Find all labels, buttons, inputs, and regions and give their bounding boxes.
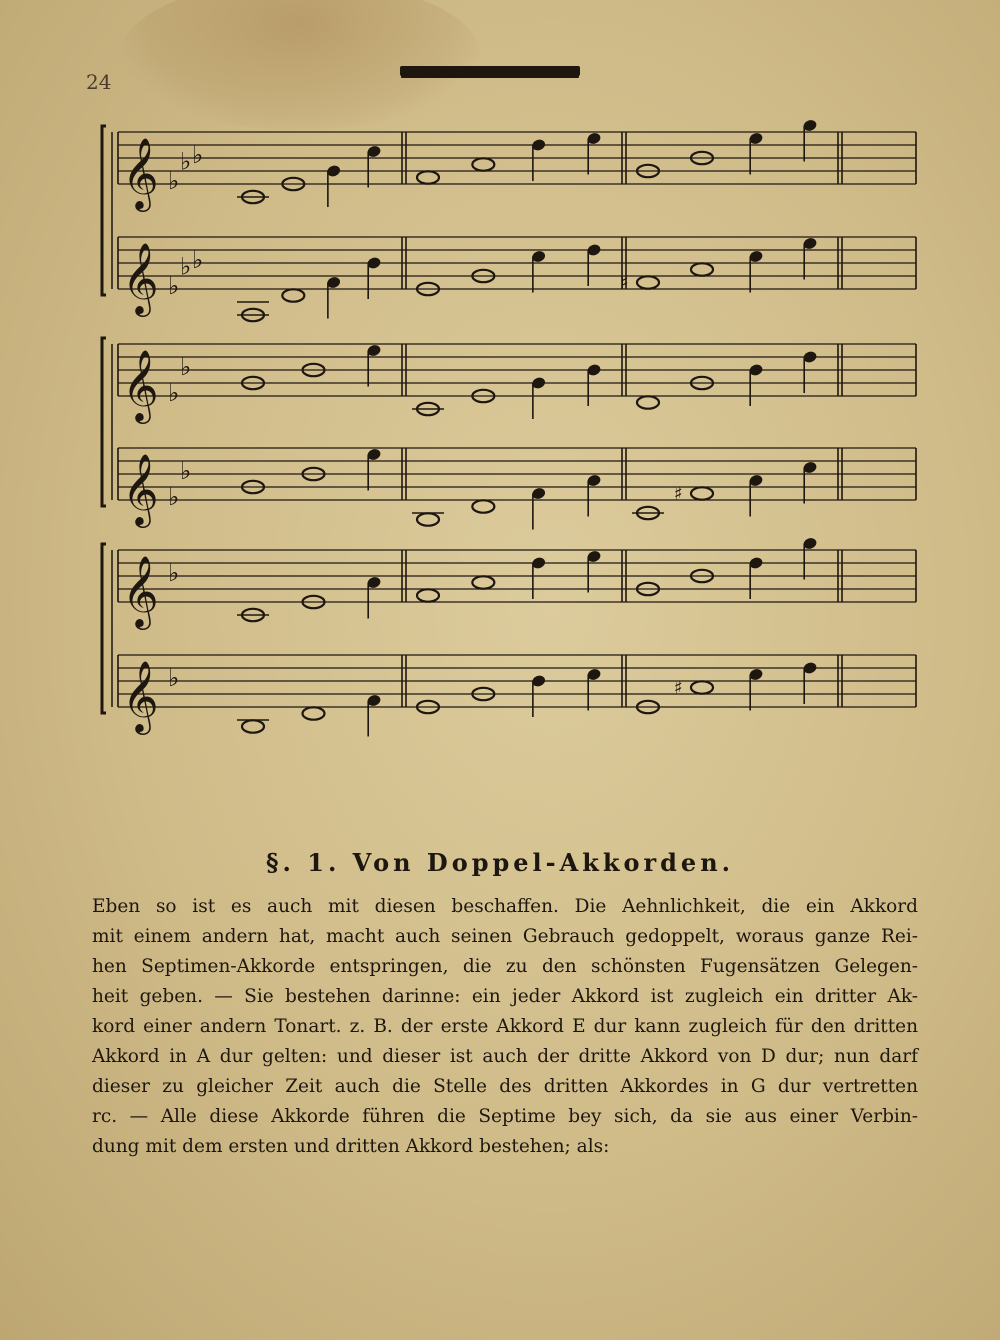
text-line: heit geben. — Sie bestehen darinne: ein jeder Akkord ist zugleich ein dritter Ak- — [92, 986, 918, 1007]
treble-clef: 𝄞 — [122, 452, 159, 525]
system-bracket — [102, 126, 106, 295]
whole-note — [691, 681, 713, 693]
whole-note — [472, 158, 494, 170]
whole-note — [417, 589, 439, 601]
whole-note — [472, 500, 494, 512]
text-line: Eben so ist es auch mit diesen beschaffen. Die Aehnlichkeit, die ein Akkord — [92, 896, 918, 917]
page-number: 24 — [86, 70, 112, 94]
system-bracket — [102, 544, 106, 713]
whole-note — [417, 513, 439, 525]
whole-note — [417, 171, 439, 183]
text-line: kord einer andern Tonart. z. B. der erste Akkord E dur kann zugleich für den dritten — [92, 1016, 918, 1037]
text-line: hen Septimen-Akkorde entspringen, die zu den schönsten Fugensätzen Gelegen- — [92, 956, 918, 977]
sharp-sign: ♯ — [620, 272, 629, 294]
treble-clef: 𝄞 — [122, 348, 159, 421]
whole-note — [691, 487, 713, 499]
whole-note — [472, 576, 494, 588]
flat-sign: ♭ — [180, 352, 192, 381]
flat-sign: ♭ — [168, 166, 180, 195]
sharp-sign: ♯ — [674, 677, 683, 699]
whole-note — [637, 396, 659, 408]
treble-clef: 𝄞 — [122, 554, 159, 627]
flat-sign: ♭ — [192, 140, 204, 169]
text-line: mit einem andern hat, macht auch seinen Gebrauch gedoppelt, woraus ganze Rei- — [92, 926, 918, 947]
whole-note — [242, 720, 264, 732]
whole-note — [691, 263, 713, 275]
flat-sign: ♭ — [168, 558, 180, 587]
flat-sign: ♭ — [180, 456, 192, 485]
text-line: dieser zu gleicher Zeit auch die Stelle des dritten Akkordes in G dur vertretten — [92, 1076, 918, 1097]
whole-note — [282, 289, 304, 301]
body-text — [92, 892, 918, 1162]
flat-sign: ♭ — [168, 663, 180, 692]
system-bracket — [102, 338, 106, 506]
treble-clef: 𝄞 — [122, 241, 159, 314]
flat-sign: ♭ — [168, 378, 180, 407]
section-heading: §. 1. Von Doppel-Akkorden. — [265, 848, 735, 877]
flat-sign: ♭ — [180, 251, 192, 281]
flat-sign: ♭ — [168, 271, 180, 300]
whole-note — [637, 276, 659, 288]
flat-sign: ♭ — [192, 245, 204, 274]
flat-sign: ♭ — [180, 146, 192, 176]
treble-clef: 𝄞 — [122, 136, 159, 209]
text-line: dung mit dem ersten und dritten Akkord bestehen; als: — [92, 1136, 610, 1157]
text-line: Akkord in A dur gelten: und dieser ist auch der dritte Akkord von D dur; nun darf — [92, 1046, 918, 1067]
whole-note — [303, 707, 325, 719]
flat-sign: ♭ — [168, 482, 180, 511]
treble-clef: 𝄞 — [122, 659, 159, 732]
sharp-sign: ♯ — [674, 483, 683, 505]
text-line: rc. — Alle diese Akkorde führen die Septime bey sich, da sie aus einer Verbin- — [92, 1106, 918, 1127]
